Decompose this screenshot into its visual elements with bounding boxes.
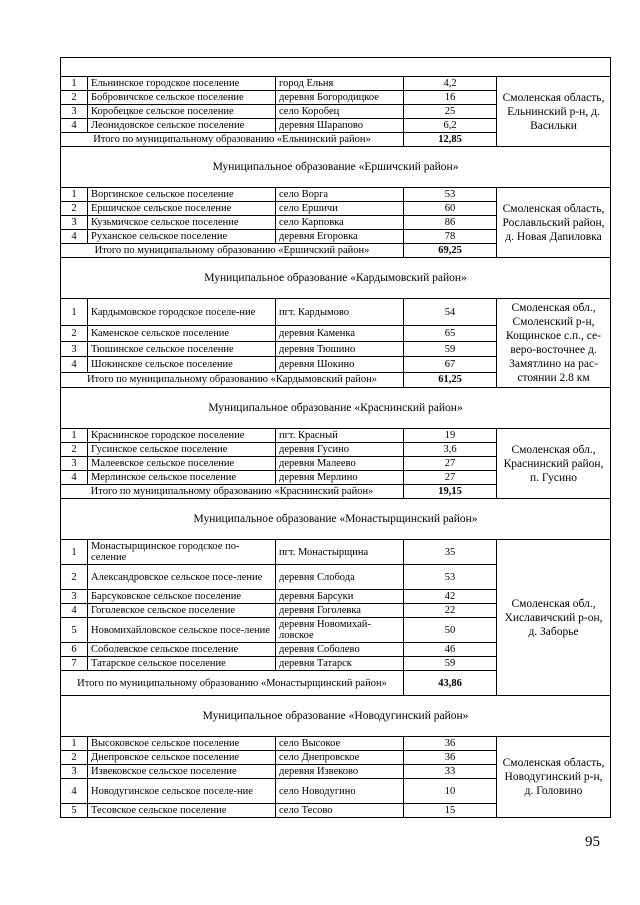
distance-value: 36: [404, 751, 497, 765]
total-value: 12,85: [404, 133, 497, 147]
distance-value: 27: [404, 457, 497, 471]
distance-value: 60: [404, 202, 497, 216]
distance-value: 59: [404, 657, 497, 671]
table-row: [61, 540, 611, 565]
row-number: 1: [61, 429, 88, 443]
row-number: 3: [61, 341, 88, 356]
row-number: 2: [61, 751, 88, 765]
distance-value: 19: [404, 429, 497, 443]
row-number: 1: [61, 188, 88, 202]
admin-center: деревня Малеево: [276, 457, 404, 471]
distance-value: 27: [404, 471, 497, 485]
distance-value: 86: [404, 216, 497, 230]
distance-value: 15: [404, 804, 497, 818]
admin-center: деревня Мерлино: [276, 471, 404, 485]
settlement-name: Монастырщинское городское по-селение: [88, 540, 276, 565]
settlement-name: Шокинское сельское поселение: [88, 357, 276, 372]
row-number: 6: [61, 643, 88, 657]
row-number: 2: [61, 565, 88, 590]
row-number: 3: [61, 457, 88, 471]
admin-center: село Ворга: [276, 188, 404, 202]
settlement-name: Краснинское городское поселение: [88, 429, 276, 443]
total-value: 19,15: [404, 485, 497, 499]
settlement-name: Соболевское сельское поселение: [88, 643, 276, 657]
row-number: 5: [61, 804, 88, 818]
table-row: [61, 429, 611, 443]
row-number: 3: [61, 590, 88, 604]
settlement-name: Гоголевское сельское поселение: [88, 604, 276, 618]
distance-value: 67: [404, 357, 497, 372]
section-title: Муниципальное образование «Кардымовский район»: [61, 258, 611, 299]
admin-center: деревня Каменка: [276, 326, 404, 341]
distance-value: 16: [404, 91, 497, 105]
row-number: 1: [61, 737, 88, 751]
distance-value: 59: [404, 341, 497, 356]
settlement-name: Кардымовское городское поселе-ние: [88, 299, 276, 326]
total-label: Итого по муниципальному образованию «Монастырщинский район»: [61, 671, 404, 696]
distance-value: 6,2: [404, 119, 497, 133]
distance-value: 42: [404, 590, 497, 604]
admin-center: деревня Шокино: [276, 357, 404, 372]
admin-center: село Карповка: [276, 216, 404, 230]
row-number: 2: [61, 91, 88, 105]
settlement-name: Леонидовское сельское поселение: [88, 119, 276, 133]
distance-value: 50: [404, 618, 497, 643]
admin-center: село Ершичи: [276, 202, 404, 216]
distance-value: 33: [404, 765, 497, 779]
settlement-name: Ельнинское городское поселение: [88, 77, 276, 91]
settlement-name: Коробецкое сельское поселение: [88, 105, 276, 119]
section-title: Муниципальное образование «Новодугинский район»: [61, 696, 611, 737]
table-row: [61, 188, 611, 202]
row-number: 1: [61, 299, 88, 326]
row-number: 7: [61, 657, 88, 671]
row-number: 2: [61, 326, 88, 341]
row-number: 1: [61, 540, 88, 565]
settlement-name: Ершичское сельское поселение: [88, 202, 276, 216]
distance-value: 10: [404, 779, 497, 804]
row-number: 2: [61, 202, 88, 216]
distance-value: 53: [404, 188, 497, 202]
row-number: 5: [61, 618, 88, 643]
row-number: 4: [61, 604, 88, 618]
table-row: [61, 737, 611, 751]
row-number: 3: [61, 216, 88, 230]
disposal-site-location: Смоленская область, Рославльский район, д. Новая Дanиловка: [497, 188, 611, 258]
admin-center: деревня Новомихай-ловское: [276, 618, 404, 643]
total-label: Итого по муниципальному образованию «Кардымовский район»: [61, 372, 404, 387]
settlement-name: Новомихайловское сельское посе-ление: [88, 618, 276, 643]
row-number: 4: [61, 471, 88, 485]
settlement-name: Тюшинское сельское поселение: [88, 341, 276, 356]
settlement-name: Мерлинское сельское поселение: [88, 471, 276, 485]
distance-value: 22: [404, 604, 497, 618]
section-title: Муниципальное образование «Ершичский район»: [61, 147, 611, 188]
row-number: 4: [61, 119, 88, 133]
row-number: 1: [61, 77, 88, 91]
distance-value: 35: [404, 540, 497, 565]
settlement-name: Гусинское сельское поселение: [88, 443, 276, 457]
settlement-name: Каменское сельское поселение: [88, 326, 276, 341]
admin-center: село Коробец: [276, 105, 404, 119]
row-number: 3: [61, 105, 88, 119]
total-value: 69,25: [404, 244, 497, 258]
admin-center: деревня Слобода: [276, 565, 404, 590]
admin-center: пгт. Монастырщина: [276, 540, 404, 565]
settlement-name: Руханское сельское поселение: [88, 230, 276, 244]
total-value: 43,86: [404, 671, 497, 696]
distance-value: 25: [404, 105, 497, 119]
admin-center: деревня Гоголевка: [276, 604, 404, 618]
disposal-site-location: Смоленская обл., Краснинский район, п. Гусино: [497, 429, 611, 499]
total-label: Итого по муниципальному образованию «Краснинский район»: [61, 485, 404, 499]
disposal-site-location: Смоленская обл., Хиславичский р-он, д. Заборье: [497, 540, 611, 696]
settlement-name: Днепровское сельское поселение: [88, 751, 276, 765]
admin-center: деревня Егоровка: [276, 230, 404, 244]
row-number: 4: [61, 357, 88, 372]
distance-value: 53: [404, 565, 497, 590]
distance-value: 54: [404, 299, 497, 326]
admin-center: город Ельня: [276, 77, 404, 91]
distance-value: 65: [404, 326, 497, 341]
disposal-site-location: Смоленская область, Новодугинский р-н, д. Головино: [497, 737, 611, 818]
row-number: 4: [61, 779, 88, 804]
row-number: 3: [61, 765, 88, 779]
distance-value: 4,2: [404, 77, 497, 91]
document-table: [60, 57, 610, 818]
settlement-name: Татарское сельское поселение: [88, 657, 276, 671]
admin-center: деревня Барсуки: [276, 590, 404, 604]
admin-center: деревня Тюшино: [276, 341, 404, 356]
table-row: [61, 77, 611, 91]
section-title: Муниципальное образование «Краснинский район»: [61, 388, 611, 429]
row-number: 2: [61, 443, 88, 457]
admin-center: деревня Извеково: [276, 765, 404, 779]
disposal-site-location: Смоленская область, Ельнинский р-н, д. Васильки: [497, 77, 611, 147]
admin-center: село Днепровское: [276, 751, 404, 765]
total-label: Итого по муниципальному образованию «Ельнинский район»: [61, 133, 404, 147]
settlement-name: Малеевское сельское поселение: [88, 457, 276, 471]
distance-value: 3,6: [404, 443, 497, 457]
admin-center: деревня Татарск: [276, 657, 404, 671]
admin-center: село Новодугино: [276, 779, 404, 804]
admin-center: село Высокое: [276, 737, 404, 751]
disposal-site-location: Смоленская обл., Смоленский р-н, Кощинское с.п., се-веро-восточнее д. Замятлино на рас-стоянии 2.8 км: [497, 299, 611, 388]
admin-center: пгт. Кардымово: [276, 299, 404, 326]
admin-center: пгт. Красный: [276, 429, 404, 443]
row-number: 4: [61, 230, 88, 244]
admin-center: село Тесово: [276, 804, 404, 818]
admin-center: деревня Соболево: [276, 643, 404, 657]
distance-value: 78: [404, 230, 497, 244]
admin-center: деревня Богородицкое: [276, 91, 404, 105]
admin-center: деревня Гусино: [276, 443, 404, 457]
distance-value: 46: [404, 643, 497, 657]
settlement-name: Новодугинское сельское поселе-ние: [88, 779, 276, 804]
admin-center: деревня Шарапово: [276, 119, 404, 133]
settlement-name: Извековское сельское поселение: [88, 765, 276, 779]
settlement-name: Кузьмичское сельское поселение: [88, 216, 276, 230]
total-label: Итого по муниципальному образованию «Ершичский район»: [61, 244, 404, 258]
settlement-name: Тесовское сельское поселение: [88, 804, 276, 818]
settlement-name: Барсуковское сельское поселение: [88, 590, 276, 604]
distance-value: 36: [404, 737, 497, 751]
table-row: [61, 299, 611, 326]
page-number: 95: [585, 834, 600, 850]
section-title: Муниципальное образование «Монастырщинский район»: [61, 499, 611, 540]
settlement-name: Воргинское сельское поселение: [88, 188, 276, 202]
settlement-name: Бобровичское сельское поселение: [88, 91, 276, 105]
total-value: 61,25: [404, 372, 497, 387]
settlement-name: Высоковское сельское поселение: [88, 737, 276, 751]
settlement-name: Александровское сельское посе-ление: [88, 565, 276, 590]
table-top-band: [61, 58, 611, 77]
